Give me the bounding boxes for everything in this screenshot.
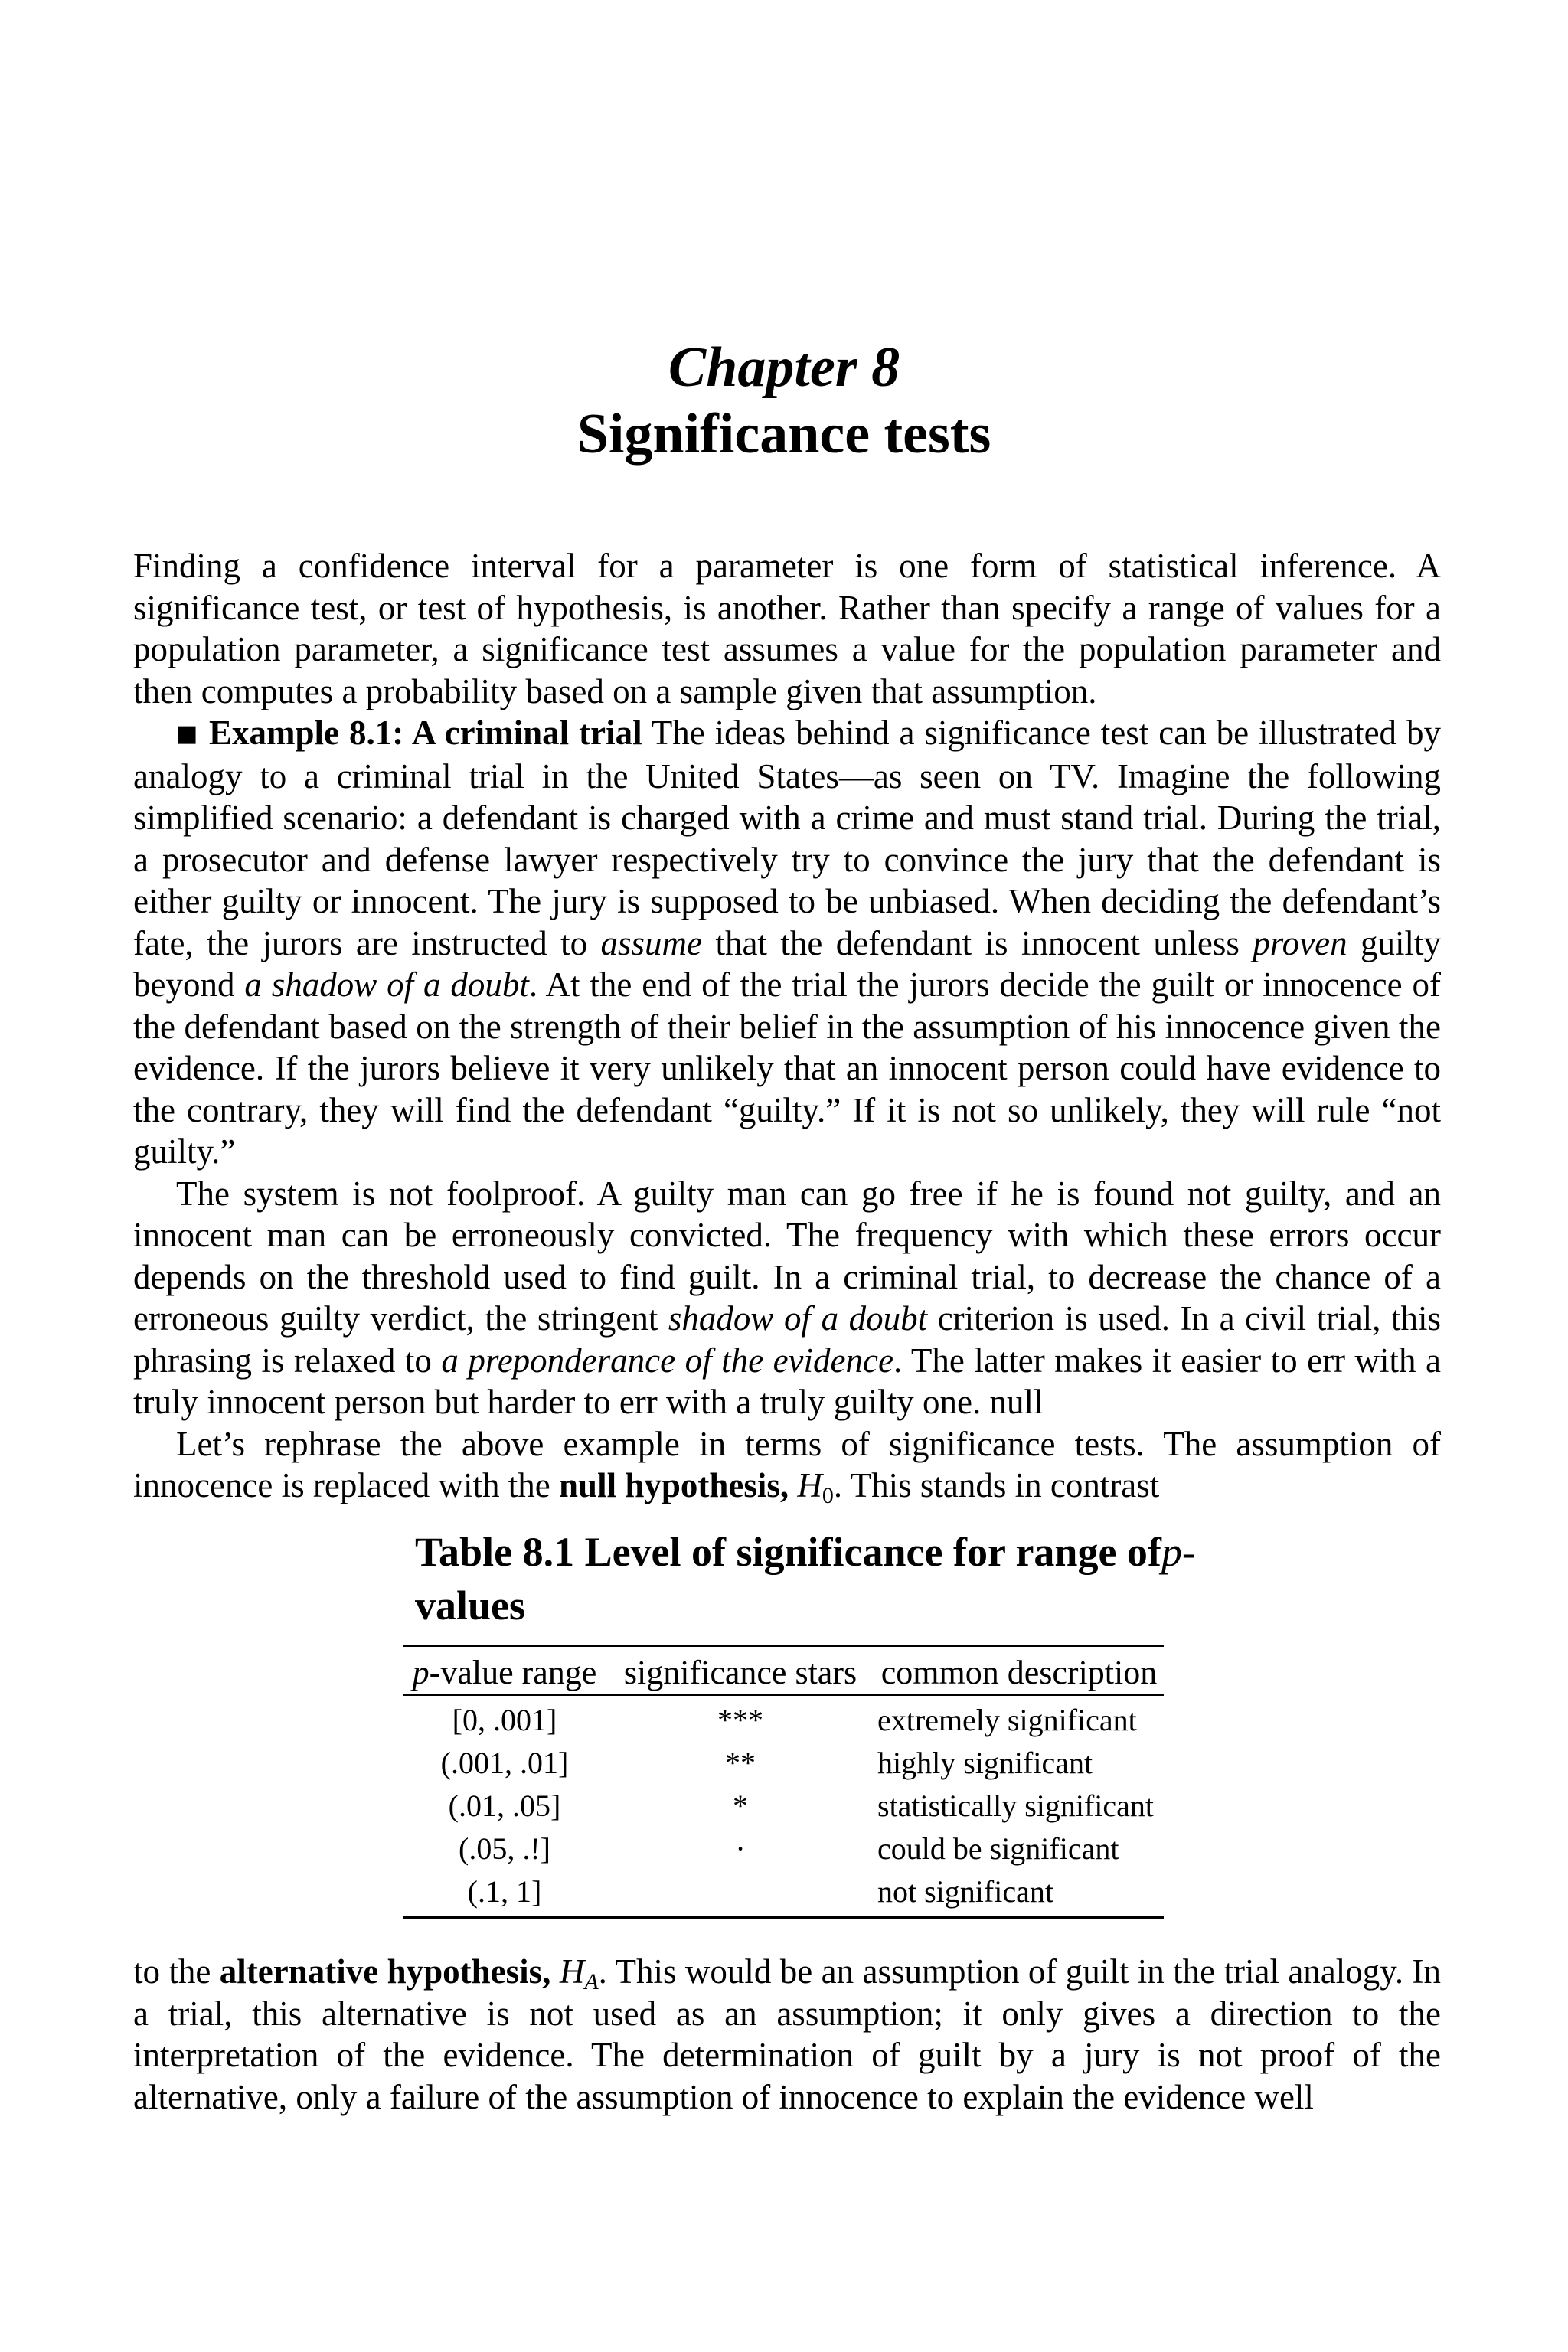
example-text-1: The ideas behind a significance test can be illustrated by analogy to a criminal trial in the United States—as seen on TV. Imagine the following simplified scenario: a defendant is charged with a crime and must stand trial. During the trial, a prosecutor and defense lawyer respectively try to convince the jury that the defendant is either guilty or innocent. The jury is supposed to be unbiased. When deciding the defendant’s fate, the jurors are instructed to	[133, 714, 1441, 962]
system-italic-2: a preponderance of the evidence	[441, 1341, 893, 1380]
example-italic-assume: assume	[600, 923, 703, 962]
chapter-number: Chapter 8	[668, 336, 900, 399]
cell-range: (.001, .01]	[440, 1746, 569, 1780]
header-common-description: common description	[874, 1646, 1164, 1696]
example-text-2: that the defendant is innocent unless	[702, 923, 1253, 962]
cell-stars: **	[725, 1746, 756, 1780]
cell-stars: *	[733, 1788, 748, 1823]
alternative-hypothesis-symbol: H	[559, 1952, 585, 1991]
cell-description: not significant	[877, 1874, 1054, 1909]
system-text-1: The system is not foolproof. A guilty man can go free if he is found not guilty, and an innocent man can be erroneously convicted. The frequency with which these errors occur depends on the threshold used to find guilt. In a criminal trial, to decrease the chance of a erroneous guilty verdict, the stringent	[133, 1174, 1441, 1338]
example-text-4: . At the end of the trial the jurors decide the guilt or innocence of the defendant based on the strength of their belief in the assumption of his innocence given the evidence. If the jurors believe it very unlikely that an innocent person could have evidence to the contrary, they will find the defendant “guilty.” If it is not so unlikely, they will rule “not guilty.”	[133, 965, 1441, 1171]
header-p-rest: -value range	[429, 1654, 597, 1691]
alternative-hypothesis-subscript: A	[584, 1969, 599, 1994]
cell-range: (.01, .05]	[448, 1788, 561, 1823]
null-hypothesis-term: null hypothesis,	[559, 1466, 798, 1504]
significance-table	[403, 1645, 1164, 1919]
cell-range: (.1, 1]	[467, 1874, 542, 1909]
paragraph-rephrase	[133, 1423, 1441, 1507]
main-text-upper	[133, 545, 1441, 1507]
rephrase-text-2: . This stands in contrast	[833, 1466, 1160, 1504]
example-heading: Example 8.1: A criminal trial	[209, 714, 642, 752]
example-italic-shadow: a shadow of a doubt	[244, 965, 529, 1004]
table-row	[403, 1828, 1164, 1870]
system-italic-1: shadow of a doubt	[668, 1299, 928, 1338]
table-caption-italic: p-	[1161, 1529, 1196, 1575]
table-row	[403, 1742, 1164, 1785]
alt-text-2: . This would be an assumption of guilt in the trial analogy. In a trial, this alternative is not used as an assumption; it only gives a direction to the interpretation of the evidence. The determination of guilt by a jury is not proof of the alternative, only a failure of the assumption of innocence to explain the evidence well	[133, 1952, 1441, 2116]
chapter-title: Significance tests	[577, 403, 991, 466]
table-caption	[415, 1525, 1280, 1632]
cell-range: [0, .001]	[452, 1703, 557, 1737]
table-row	[403, 1870, 1164, 1918]
cell-description: highly significant	[877, 1746, 1093, 1780]
cell-range: (.05, .!]	[459, 1831, 550, 1866]
null-hypothesis-subscript: 0	[822, 1483, 834, 1508]
cell-stars: ***	[717, 1703, 763, 1737]
rephrase-text-1: Let’s rephrase the above example in terms of significance tests. The assumption of innocence is replaced with the	[133, 1424, 1441, 1504]
cell-stars: ·	[735, 1831, 746, 1866]
table-row	[403, 1695, 1164, 1742]
null-hypothesis-symbol: H	[797, 1466, 822, 1504]
example-italic-proven: proven	[1253, 923, 1348, 962]
header-p-value-range	[403, 1646, 606, 1696]
header-p-italic: p	[412, 1654, 430, 1691]
system-text-3: . The latter makes it easier to err with a truly innocent person but harder to err with a truly guilty one. null	[133, 1341, 1441, 1421]
table-caption-main: Table 8.1 Level of significance for range of	[415, 1529, 1161, 1575]
system-text-2: criterion is used. In a civil trial, this phrasing is relaxed to	[133, 1299, 1441, 1380]
header-significance-stars: significance stars	[606, 1646, 874, 1696]
paragraph-intro: Finding a confidence interval for a parameter is one form of statistical inference. A significance test, or test of hypothesis, is another. Rather than specify a range of values for a population parameter, a significance test assumes a value for the population parameter and then computes a probability based on a sample given that assumption.	[133, 547, 1441, 710]
cell-stars	[606, 1870, 874, 1918]
main-text-lower	[133, 1951, 1441, 2118]
cell-description: statistically significant	[877, 1788, 1155, 1823]
example-text-3: guilty beyond	[133, 923, 1442, 1004]
paragraph-system	[133, 1173, 1441, 1423]
cell-description: extremely significant	[877, 1703, 1137, 1737]
table-header-row	[403, 1646, 1164, 1696]
table-caption-cont: values	[415, 1583, 526, 1628]
alt-text-1: to the	[133, 1952, 220, 1991]
paragraph-alternative	[133, 1951, 1441, 2118]
alternative-hypothesis-term: alternative hypothesis,	[219, 1952, 560, 1991]
example-marker: ■	[176, 720, 200, 747]
cell-description: could be significant	[877, 1831, 1119, 1866]
paragraph-example	[133, 712, 1441, 1173]
table-row	[403, 1785, 1164, 1828]
